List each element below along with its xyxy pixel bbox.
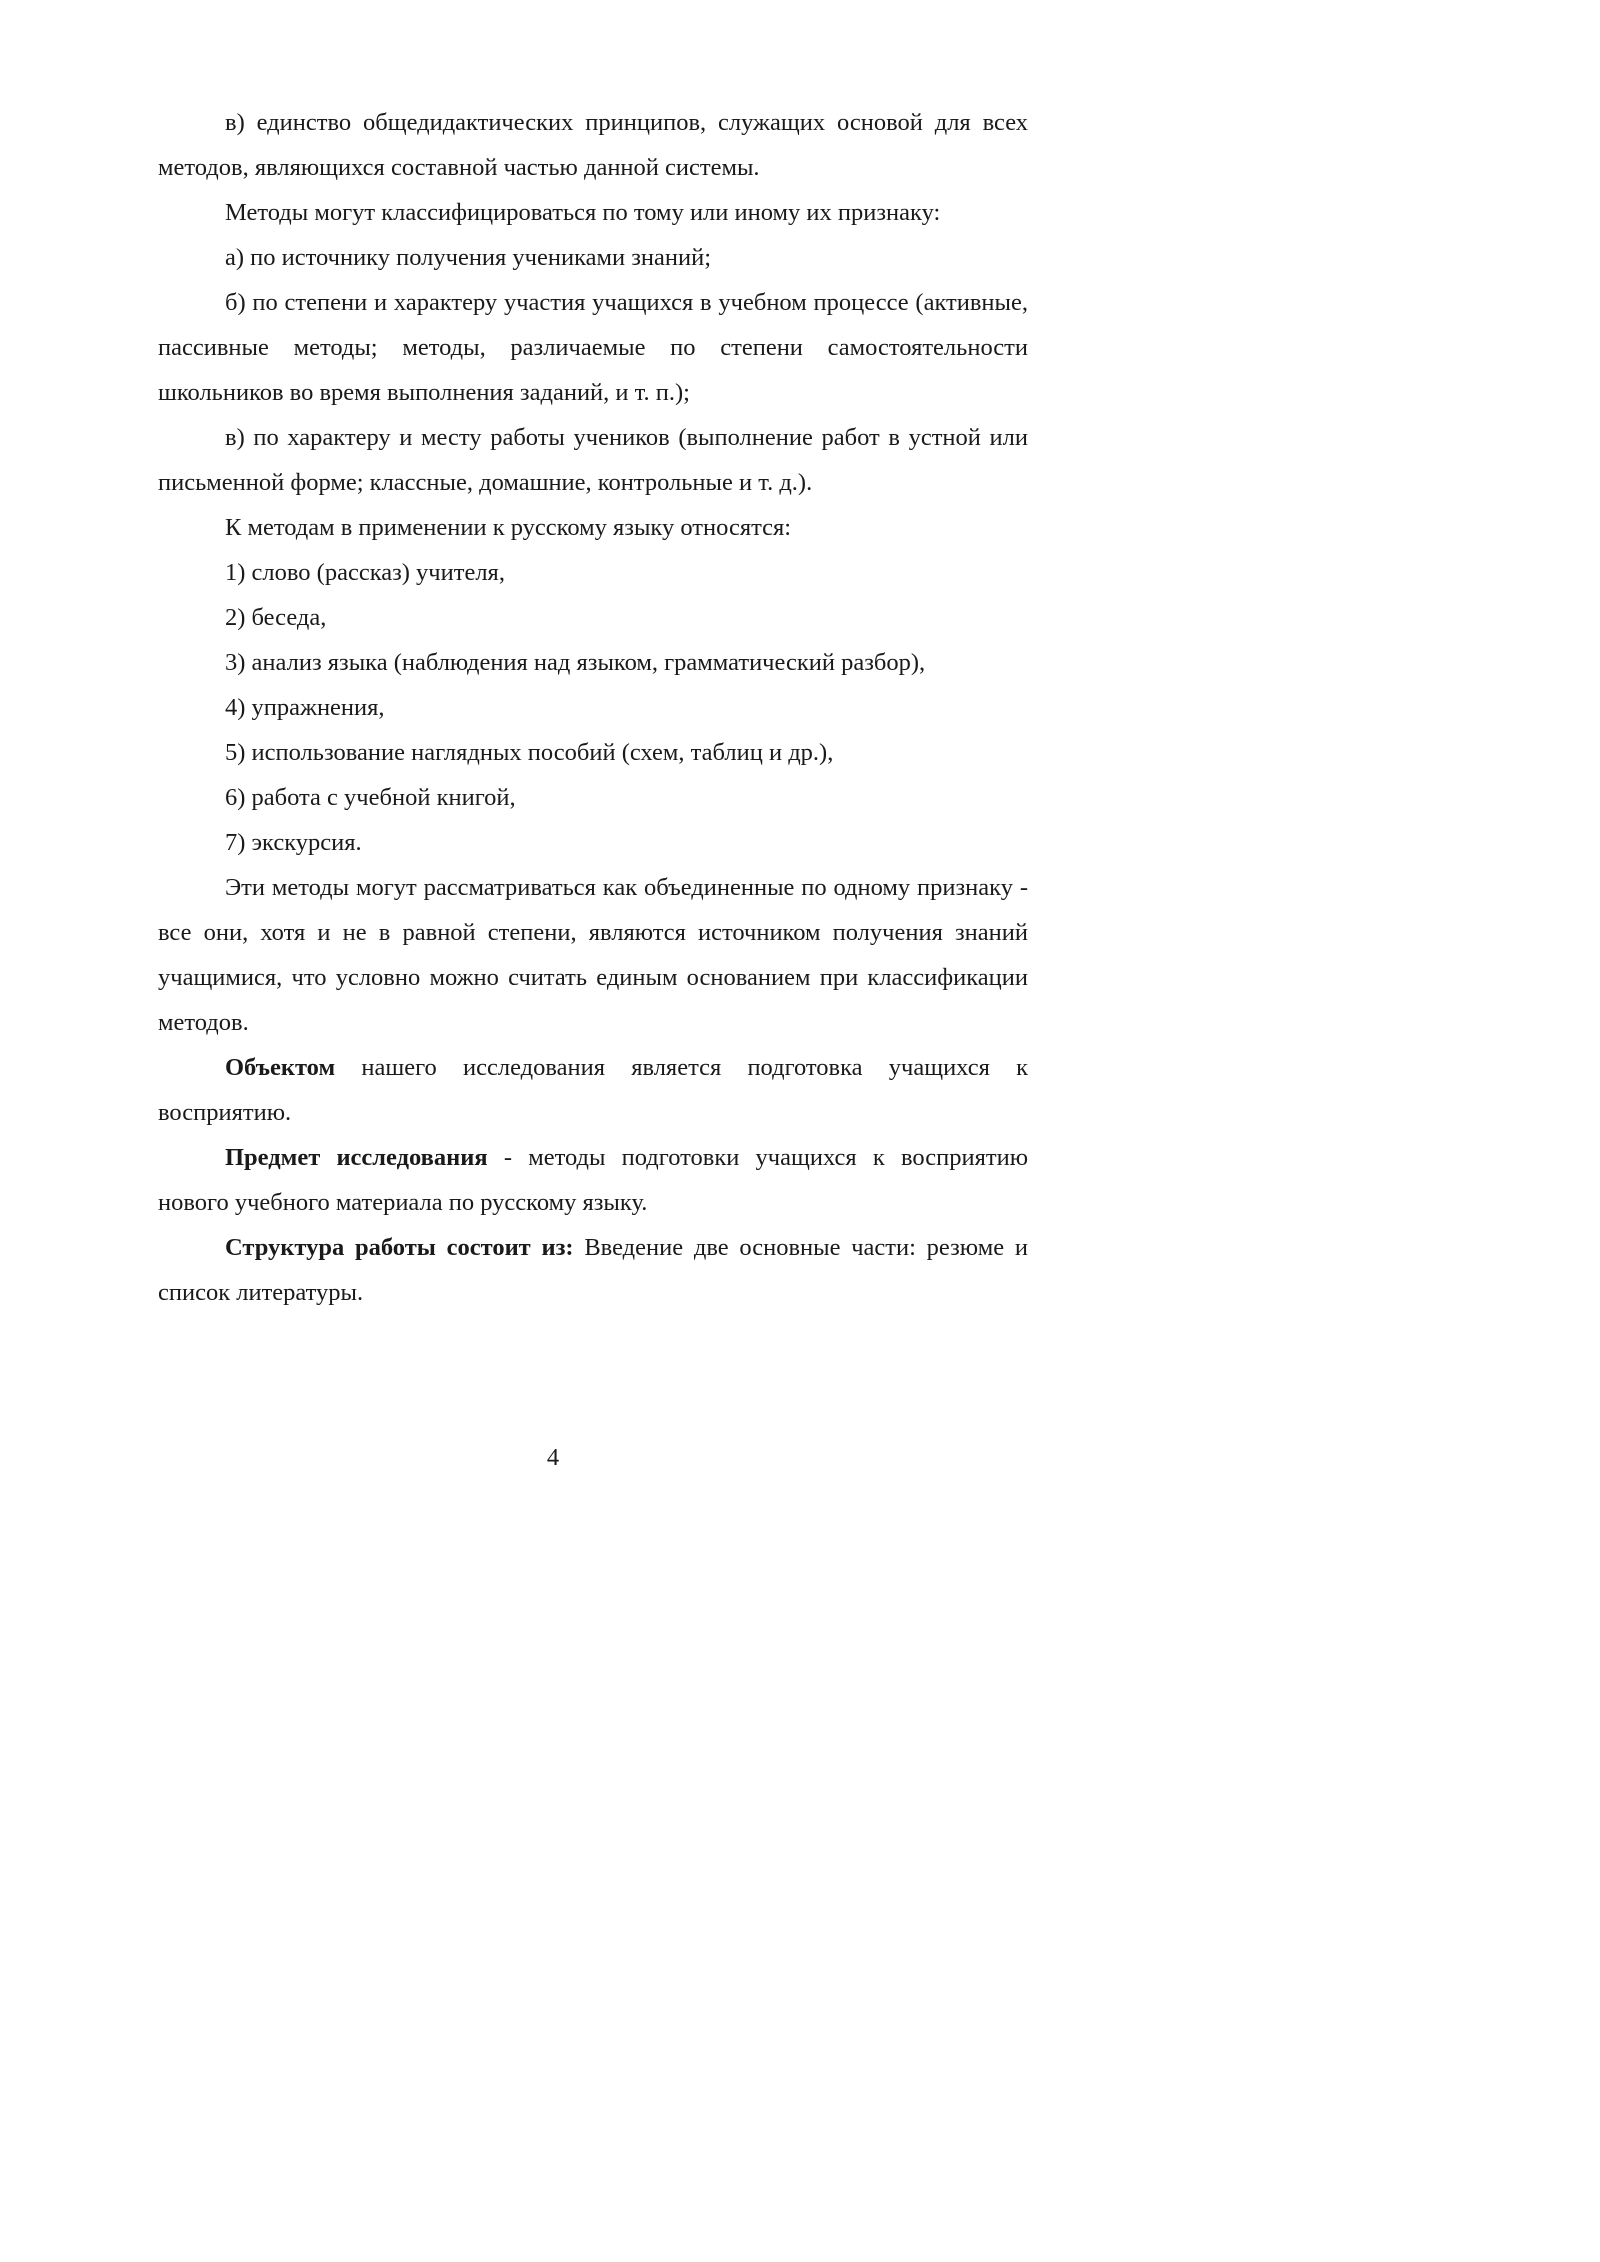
list-item-method: 5) использование наглядных пособий (схем, таблиц и др.),: [225, 739, 834, 766]
paragraph-work-structure: [158, 1225, 1028, 1315]
list-item-method: 6) работа с учебной книгой,: [225, 784, 516, 811]
list-item-method: 2) беседа,: [225, 604, 327, 631]
work-structure-text: Введение две основные части: резюме и список литературы.: [158, 1234, 1028, 1306]
page-number: 4: [546, 1444, 560, 1471]
research-object-text: нашего исследования является подготовка учащихся к восприятию.: [158, 1054, 1028, 1126]
paragraph-research-object: [158, 1045, 1028, 1135]
list-item-method: 3) анализ языка (наблюдения над языком, грамматический разбор),: [225, 649, 926, 676]
paragraph-research-subject: [158, 1135, 1028, 1225]
list-item-method: 4) упражнения,: [225, 694, 385, 721]
document-page: [158, 100, 1028, 1315]
research-subject-term: Предмет исследования: [225, 1144, 488, 1171]
list-item-method: 7) экскурсия.: [225, 829, 362, 856]
research-object-term: Объектом: [225, 1054, 336, 1081]
research-subject-text: - методы подготовки учащихся к восприятию нового учебного материала по русскому языку.: [158, 1144, 1029, 1216]
list-item-method: 1) слово (рассказ) учителя,: [225, 559, 505, 586]
work-structure-term: Структура работы состоит из:: [225, 1234, 574, 1261]
paragraph-methods-summary: Эти методы могут рассматриваться как объединенные по одному признаку - все они, хотя и не в равной степени, являются источником получения знаний учащимися, что условно можно считать единым основанием при классификации методов.: [158, 874, 1028, 1036]
paragraph-by-participation: б) по степени и характеру участия учащихся в учебном процессе (активные, пассивные методы; методы, различаемые по степени самостоятельности школьников во время выполнения заданий, и т. п.);: [158, 289, 1028, 406]
paragraph-principles-unity: в) единство общедидактических принципов, служащих основой для всех методов, являющихся составной частью данной системы.: [158, 109, 1028, 181]
paragraph-methods-intro: К методам в применении к русскому языку относятся:: [225, 514, 792, 541]
paragraph-classification-intro: Методы могут классифицироваться по тому или иному их признаку:: [225, 199, 941, 226]
paragraph-by-place: в) по характеру и месту работы учеников (выполнение работ в устной или письменной форме; классные, домашние, контрольные и т. д.).: [158, 424, 1028, 496]
paragraph-by-source: а) по источнику получения учениками знаний;: [225, 244, 712, 271]
